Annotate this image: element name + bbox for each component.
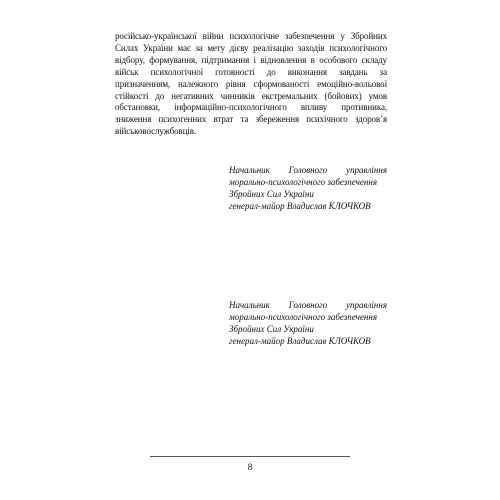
page-number: 8 (247, 462, 253, 472)
body-line: військовослужбовців. (115, 126, 197, 137)
signature-block (229, 164, 387, 212)
body-line: відбору, формування, підтримання і відновлення в особового складу (115, 54, 387, 65)
body-line: обстановки, інформаційно-психологічного впливу противника, (115, 102, 387, 113)
signature-organization-line: Збройних Сил України (229, 324, 314, 334)
signature-name-line: генерал-майор Владислав КЛОЧКОВ (229, 201, 371, 211)
signature-name-line: генерал-майор Владислав КЛОЧКОВ (229, 336, 371, 346)
body-line: стійкості до негативних чинників екстремальних (бойових) умов (115, 90, 387, 101)
body-line: Силах України має за мету дієву реалізацію заходів психологічного (115, 42, 387, 53)
body-paragraph (115, 31, 387, 138)
body-line: військ психологічної готовності до виконання завдань за (115, 66, 387, 77)
body-line: зниження психогенних втрат та збереження психічного здоров’я (115, 114, 387, 125)
footer-divider (150, 456, 350, 457)
signature-department-line: морально-психологічного забезпечення (229, 312, 378, 322)
signature-organization-line: Збройних Сил України (229, 189, 314, 199)
signature-title-line: Начальник Головного управління (229, 165, 387, 175)
signature-block-repeat (229, 299, 387, 347)
body-line: призначенням, належного рівня сформованості емоційно-вольової (115, 78, 387, 89)
signature-department-line: морально-психологічного забезпечення (229, 177, 378, 187)
signature-title-line: Начальник Головного управління (229, 300, 387, 310)
body-line: російсько-української війни психологічне забезпечення у Збройних (115, 31, 387, 41)
